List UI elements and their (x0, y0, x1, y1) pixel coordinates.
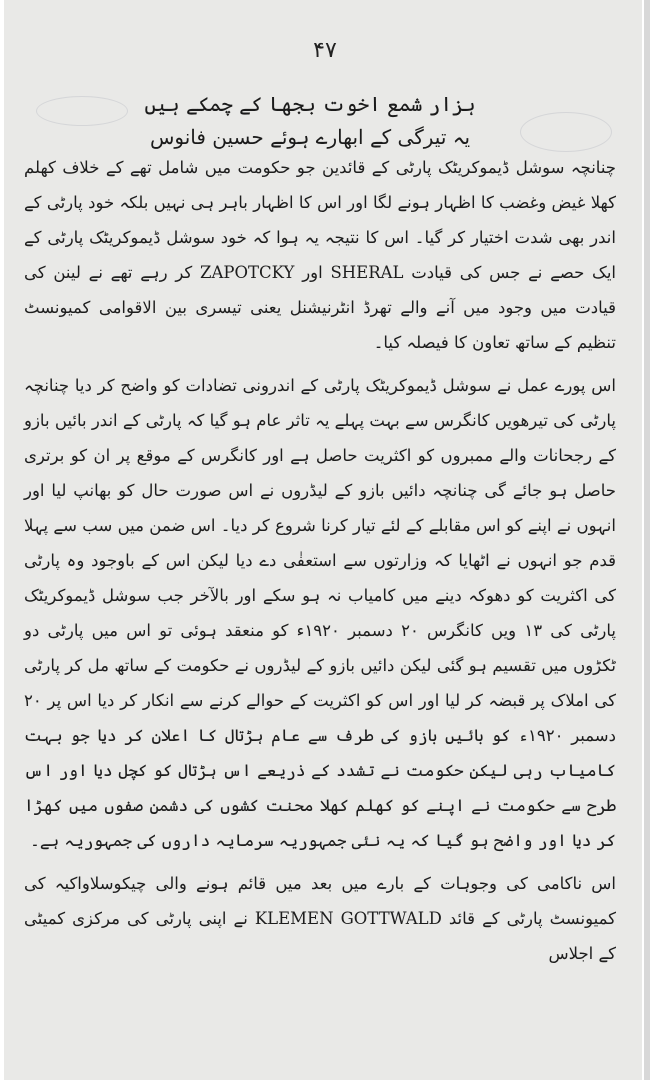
paragraph-2: اس پورے عمل نے سوشل ڈیموکریٹک پارٹی کے اندرونی تضادات کو واضح کر دیا چنانچہ پارٹی کی تیرھویں کانگرس سے بہت پہلے یہ تاثر عام ہو گیا کہ پارٹی کے اندر بائیں بازو کے رجحانات والے ممبروں کو اکثریت حاصل ہے اور کانگرس کے موقع پر ان کو برتری حاصل ہو جائے گی چنانچہ دائیں بازو کے لیڈروں نے اس صورت حال کو بھانپ لیا اور انہوں نے اپنے کو اس مقابلے کے لئے تیار کرنا شروع کر دیا۔ اس ضمن میں سب سے پہلا قدم جو انہوں نے اٹھایا کہ وزارتوں سے استعفٰی دے دیا لیکن اس کے باوجود وہ پارٹی کی اکثریت کو دھوکہ دینے میں کامیاب نہ ہو سکے اور بالآخر جب سوشل ڈیموکریٹک پارٹی کی ۱۳ ویں کانگرس ۲۰ دسمبر ۱۹۲۰ء کو منعقد ہوئی تو اس میں پارٹی دو ٹکڑوں میں تقسیم ہو گئی لیکن دائیں بازو کے لیڈروں نے حکومت کے ساتھ مل کر پارٹی کی املاک پر قبضہ کر لیا اور اس کو اکثریت کے حوالے کرنے سے انکار کر دیا اس پر ۲۰ دسمبر ۱۹۲۰ء کو بائیں بازو کی طرف سے عام ہڑتال کا اعلان کر دیا جو بہت کامیاب رہی لیکن حکومت نے تشدد کے ذریعے اس ہڑتال کو کچل دیا اور اس طرح سے حکومت نے اپنے کو کھلم کھلا محنت کشوں کی دشمن صفوں میں کھڑا کر دیا اور واضح ہو گیا کہ یہ نئی جمہوریہ سرمایہ داروں کی جمہوریہ ہے۔ (24, 376, 616, 850)
page-edge-shadow (644, 0, 650, 1080)
page-body-text (24, 150, 616, 971)
verse-line-2: یہ تیرگی کے ابھارے ہوئے حسین فانوس (149, 125, 471, 149)
paragraph-1: چنانچہ سوشل ڈیموکریٹک پارٹی کے قائدین جو حکومت میں شامل تھے کے خلاف کھلم کھلا غیض وغضب کا اظہار ہونے لگا اور اس کا اظہار باہر ہی نہیں بلکہ خود پارٹی کے اندر بھی شدت اختیار کر گیا۔ اس کا نتیجہ یہ ہوا کہ خود سوشل ڈیموکریٹک پارٹی کے ایک حصے نے جس کی قیادت SHERAL اور ZAPOTCKY کر رہے تھے نے لینن کی قیادت میں وجود میں آنے والے تھرڈ انٹرنیشنل یعنی تیسری بین الاقوامی کمیونسٹ تنظیم کے ساتھ تعاون کا فیصلہ کیا۔ (24, 158, 616, 352)
paragraph-3: اس ناکامی کی وجوہات کے بارے میں بعد میں قائم ہونے والی چیکوسلاواکیہ کی کمیونسٹ پارٹی کے قائد KLEMEN GOTTWALD نے اپنی پارٹی کی مرکزی کمیٹی کے اجلاس (24, 874, 617, 963)
page-number: ۴۷ (313, 38, 337, 63)
verse-line-1: ہزار شمع اخوت بجھا کے چمکے ہیں (144, 92, 476, 116)
